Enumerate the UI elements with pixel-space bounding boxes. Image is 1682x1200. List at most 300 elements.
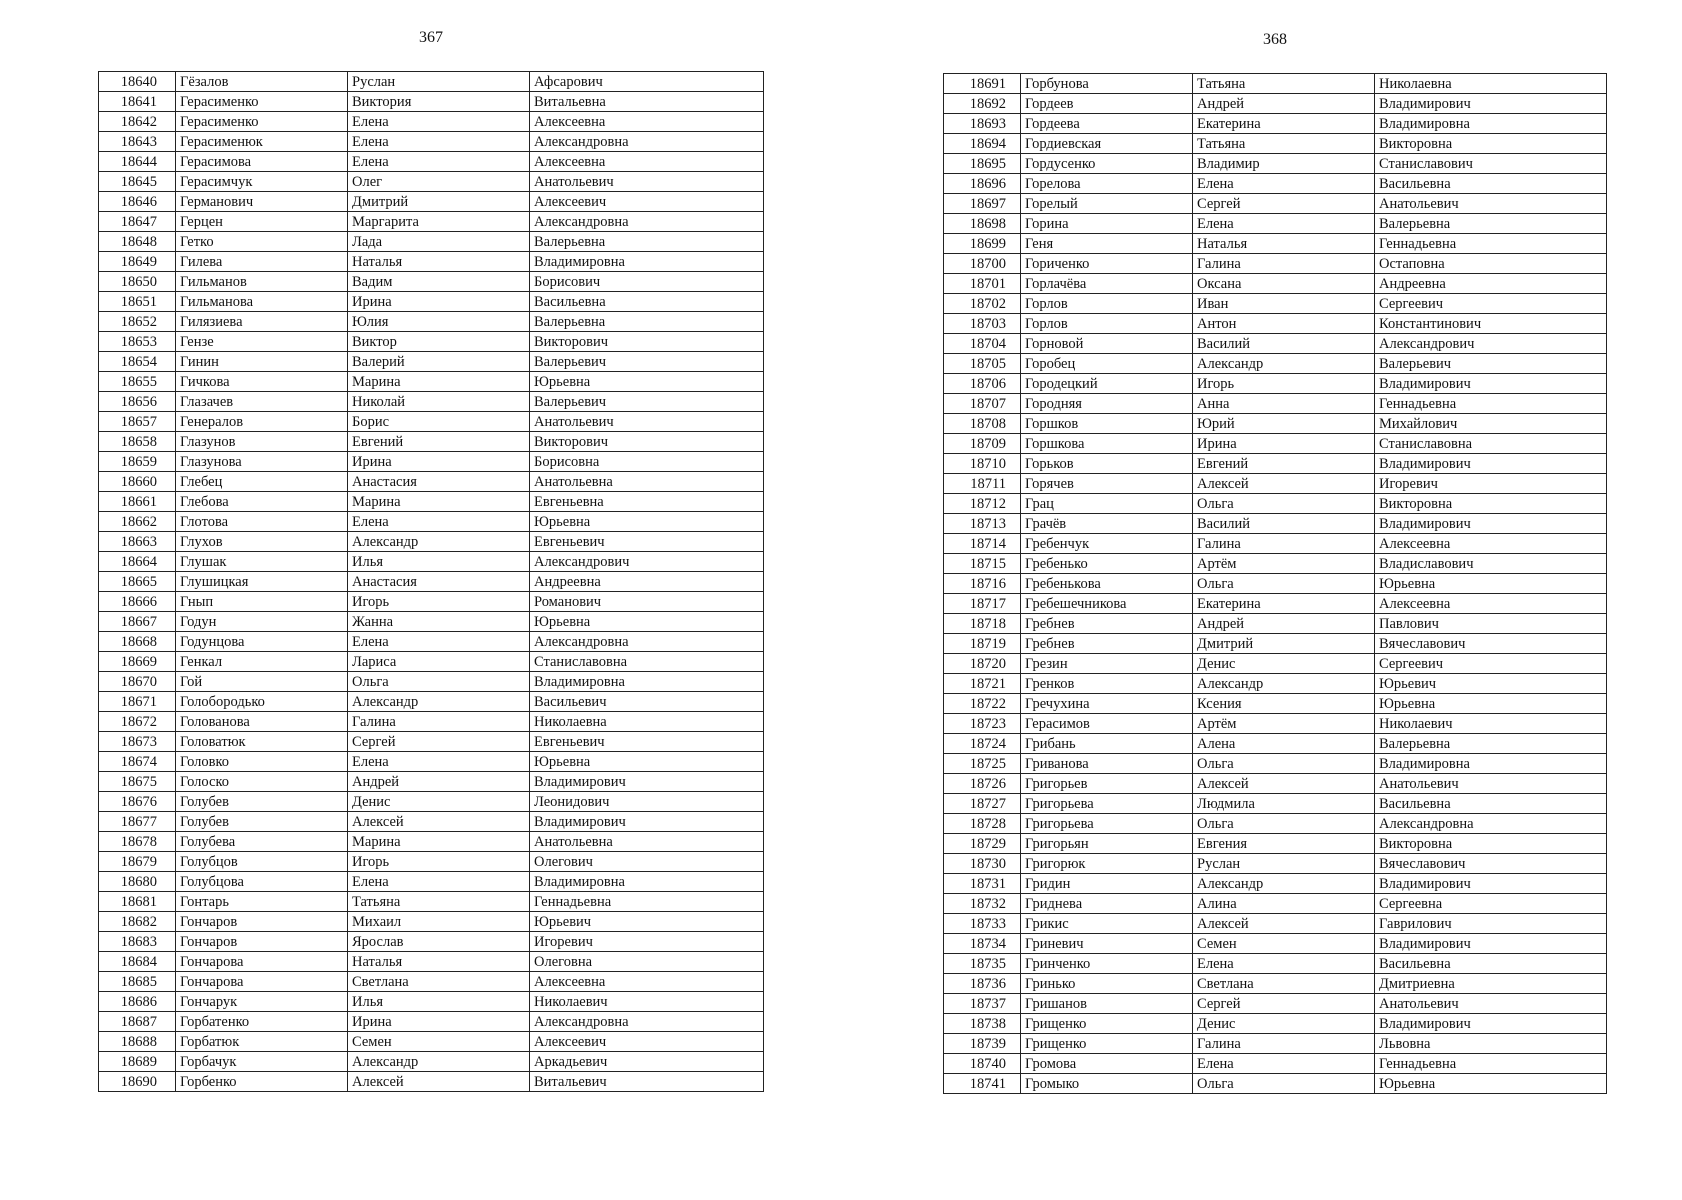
table-row (944, 794, 1607, 814)
last-name-cell: Гилева (176, 252, 348, 272)
table-row (944, 554, 1607, 574)
table-row (944, 934, 1607, 954)
first-name-cell: Людмила (1193, 794, 1375, 814)
first-name-cell: Марина (348, 372, 530, 392)
patronymic-cell: Анатольевич (530, 172, 764, 192)
last-name-cell: Гориченко (1021, 254, 1193, 274)
table-row (944, 154, 1607, 174)
patronymic-cell: Анатольевич (1375, 774, 1607, 794)
first-name-cell: Александр (1193, 874, 1375, 894)
first-name-cell: Александр (348, 692, 530, 712)
patronymic-cell: Станиславович (1375, 154, 1607, 174)
table-row (944, 654, 1607, 674)
first-name-cell: Алена (1193, 734, 1375, 754)
record-number-cell: 18738 (944, 1014, 1021, 1034)
last-name-cell: Гребешечникова (1021, 594, 1193, 614)
first-name-cell: Валерий (348, 352, 530, 372)
patronymic-cell: Павлович (1375, 614, 1607, 634)
patronymic-cell: Борисовна (530, 452, 764, 472)
table-row (99, 352, 764, 372)
patronymic-cell: Валерьевич (530, 352, 764, 372)
patronymic-cell: Игоревич (530, 932, 764, 952)
patronymic-cell: Анатольевич (1375, 994, 1607, 1014)
table-row (944, 1014, 1607, 1034)
patronymic-cell: Викторович (530, 432, 764, 452)
record-number-cell: 18670 (99, 672, 176, 692)
record-number-cell: 18693 (944, 114, 1021, 134)
patronymic-cell: Викторовна (1375, 494, 1607, 514)
table-row (944, 134, 1607, 154)
table-row (99, 572, 764, 592)
table-row (944, 514, 1607, 534)
record-number-cell: 18651 (99, 292, 176, 312)
record-number-cell: 18715 (944, 554, 1021, 574)
record-number-cell: 18718 (944, 614, 1021, 634)
record-number-cell: 18675 (99, 772, 176, 792)
last-name-cell: Глухов (176, 532, 348, 552)
first-name-cell: Ольга (348, 672, 530, 692)
record-number-cell: 18674 (99, 752, 176, 772)
first-name-cell: Маргарита (348, 212, 530, 232)
patronymic-cell: Валерьевич (1375, 354, 1607, 374)
table-row (944, 914, 1607, 934)
record-number-cell: 18663 (99, 532, 176, 552)
first-name-cell: Михаил (348, 912, 530, 932)
last-name-cell: Голубцова (176, 872, 348, 892)
last-name-cell: Горьков (1021, 454, 1193, 474)
patronymic-cell: Юрьевна (530, 612, 764, 632)
table-row (944, 874, 1607, 894)
last-name-cell: Гончарова (176, 972, 348, 992)
table-row (944, 94, 1607, 114)
record-number-cell: 18737 (944, 994, 1021, 1014)
table-row (99, 592, 764, 612)
patronymic-cell: Валерьевна (530, 232, 764, 252)
table-row (99, 932, 764, 952)
patronymic-cell: Евгеньевич (530, 532, 764, 552)
first-name-cell: Сергей (1193, 994, 1375, 1014)
table-row (99, 632, 764, 652)
record-number-cell: 18720 (944, 654, 1021, 674)
record-number-cell: 18727 (944, 794, 1021, 814)
first-name-cell: Алина (1193, 894, 1375, 914)
table-row (99, 272, 764, 292)
last-name-cell: Гончаров (176, 912, 348, 932)
record-number-cell: 18658 (99, 432, 176, 452)
first-name-cell: Екатерина (1193, 594, 1375, 614)
last-name-cell: Голубев (176, 792, 348, 812)
first-name-cell: Светлана (348, 972, 530, 992)
table-row (99, 472, 764, 492)
table-row (99, 72, 764, 92)
patronymic-cell: Александровна (530, 132, 764, 152)
record-number-cell: 18703 (944, 314, 1021, 334)
record-number-cell: 18707 (944, 394, 1021, 414)
first-name-cell: Антон (1193, 314, 1375, 334)
record-number-cell: 18721 (944, 674, 1021, 694)
first-name-cell: Алексей (1193, 474, 1375, 494)
table-row (99, 432, 764, 452)
table-row (99, 792, 764, 812)
last-name-cell: Гилязиева (176, 312, 348, 332)
record-number-cell: 18648 (99, 232, 176, 252)
patronymic-cell: Юрьевна (1375, 574, 1607, 594)
record-number-cell: 18661 (99, 492, 176, 512)
patronymic-cell: Владимировна (1375, 114, 1607, 134)
patronymic-cell: Владимирович (1375, 1014, 1607, 1034)
first-name-cell: Владимир (1193, 154, 1375, 174)
record-number-cell: 18676 (99, 792, 176, 812)
last-name-cell: Горбенко (176, 1072, 348, 1092)
table-row (99, 772, 764, 792)
table-row (99, 552, 764, 572)
last-name-cell: Годун (176, 612, 348, 632)
patronymic-cell: Владимирович (530, 812, 764, 832)
last-name-cell: Гёзалов (176, 72, 348, 92)
record-number-cell: 18734 (944, 934, 1021, 954)
record-number-cell: 18677 (99, 812, 176, 832)
first-name-cell: Анастасия (348, 572, 530, 592)
record-number-cell: 18694 (944, 134, 1021, 154)
record-number-cell: 18716 (944, 574, 1021, 594)
table-row (99, 732, 764, 752)
table-row (944, 454, 1607, 474)
first-name-cell: Олег (348, 172, 530, 192)
first-name-cell: Василий (1193, 514, 1375, 534)
patronymic-cell: Борисович (530, 272, 764, 292)
record-number-cell: 18702 (944, 294, 1021, 314)
table-row (99, 952, 764, 972)
first-name-cell: Денис (1193, 1014, 1375, 1034)
patronymic-cell: Юрьевна (530, 372, 764, 392)
last-name-cell: Генкал (176, 652, 348, 672)
record-number-cell: 18687 (99, 1012, 176, 1032)
first-name-cell: Семен (348, 1032, 530, 1052)
patronymic-cell: Алексеевич (530, 1032, 764, 1052)
last-name-cell: Грикис (1021, 914, 1193, 934)
record-number-cell: 18709 (944, 434, 1021, 454)
record-number-cell: 18679 (99, 852, 176, 872)
last-name-cell: Грищенко (1021, 1014, 1193, 1034)
first-name-cell: Сергей (1193, 194, 1375, 214)
last-name-cell: Гребнев (1021, 634, 1193, 654)
last-name-cell: Горшков (1021, 414, 1193, 434)
record-number-cell: 18741 (944, 1074, 1021, 1094)
record-number-cell: 18667 (99, 612, 176, 632)
patronymic-cell: Владимирович (1375, 94, 1607, 114)
record-number-cell: 18684 (99, 952, 176, 972)
patronymic-cell: Владимировна (530, 872, 764, 892)
first-name-cell: Анастасия (348, 472, 530, 492)
first-name-cell: Иван (1193, 294, 1375, 314)
last-name-cell: Горлов (1021, 294, 1193, 314)
patronymic-cell: Львовна (1375, 1034, 1607, 1054)
names-table-body (944, 74, 1607, 1094)
patronymic-cell: Васильевна (1375, 174, 1607, 194)
first-name-cell: Игорь (348, 592, 530, 612)
patronymic-cell: Владимировна (530, 672, 764, 692)
last-name-cell: Горелова (1021, 174, 1193, 194)
record-number-cell: 18695 (944, 154, 1021, 174)
first-name-cell: Марина (348, 492, 530, 512)
names-table-body (99, 72, 764, 1092)
last-name-cell: Гриневич (1021, 934, 1193, 954)
last-name-cell: Глушак (176, 552, 348, 572)
first-name-cell: Ольга (1193, 754, 1375, 774)
patronymic-cell: Андреевна (1375, 274, 1607, 294)
first-name-cell: Алексей (348, 812, 530, 832)
last-name-cell: Гребенькова (1021, 574, 1193, 594)
record-number-cell: 18723 (944, 714, 1021, 734)
patronymic-cell: Николаевна (1375, 74, 1607, 94)
last-name-cell: Григорюк (1021, 854, 1193, 874)
patronymic-cell: Владимирович (1375, 874, 1607, 894)
table-row (944, 974, 1607, 994)
first-name-cell: Галина (348, 712, 530, 732)
last-name-cell: Гречухина (1021, 694, 1193, 714)
patronymic-cell: Александровна (530, 212, 764, 232)
first-name-cell: Руслан (1193, 854, 1375, 874)
first-name-cell: Анна (1193, 394, 1375, 414)
table-row (944, 494, 1607, 514)
first-name-cell: Лариса (348, 652, 530, 672)
first-name-cell: Юлия (348, 312, 530, 332)
last-name-cell: Горелый (1021, 194, 1193, 214)
last-name-cell: Горлов (1021, 314, 1193, 334)
patronymic-cell: Владимировна (1375, 754, 1607, 774)
patronymic-cell: Геннадьевна (1375, 394, 1607, 414)
last-name-cell: Головко (176, 752, 348, 772)
record-number-cell: 18705 (944, 354, 1021, 374)
first-name-cell: Василий (1193, 334, 1375, 354)
first-name-cell: Алексей (1193, 774, 1375, 794)
patronymic-cell: Николаевна (530, 712, 764, 732)
patronymic-cell: Вячеславович (1375, 854, 1607, 874)
table-row (944, 434, 1607, 454)
last-name-cell: Генералов (176, 412, 348, 432)
first-name-cell: Александр (1193, 354, 1375, 374)
table-row (99, 492, 764, 512)
table-row (944, 394, 1607, 414)
first-name-cell: Елена (348, 632, 530, 652)
last-name-cell: Гриванова (1021, 754, 1193, 774)
table-row (944, 834, 1607, 854)
first-name-cell: Ольга (1193, 574, 1375, 594)
patronymic-cell: Алексеевна (530, 152, 764, 172)
first-name-cell: Ксения (1193, 694, 1375, 714)
table-row (99, 1072, 764, 1092)
record-number-cell: 18668 (99, 632, 176, 652)
last-name-cell: Герасимова (176, 152, 348, 172)
last-name-cell: Герасименко (176, 92, 348, 112)
first-name-cell: Семен (1193, 934, 1375, 954)
patronymic-cell: Юрьевна (530, 512, 764, 532)
last-name-cell: Горина (1021, 214, 1193, 234)
table-row (944, 234, 1607, 254)
last-name-cell: Гридин (1021, 874, 1193, 894)
patronymic-cell: Гаврилович (1375, 914, 1607, 934)
table-row (99, 92, 764, 112)
record-number-cell: 18669 (99, 652, 176, 672)
first-name-cell: Наталья (1193, 234, 1375, 254)
last-name-cell: Головатюк (176, 732, 348, 752)
table-row (99, 612, 764, 632)
record-number-cell: 18704 (944, 334, 1021, 354)
patronymic-cell: Вячеславович (1375, 634, 1607, 654)
last-name-cell: Горбачук (176, 1052, 348, 1072)
last-name-cell: Горбатюк (176, 1032, 348, 1052)
last-name-cell: Глебец (176, 472, 348, 492)
table-row (944, 994, 1607, 1014)
table-row (99, 1012, 764, 1032)
patronymic-cell: Олеговна (530, 952, 764, 972)
first-name-cell: Игорь (1193, 374, 1375, 394)
first-name-cell: Виктор (348, 332, 530, 352)
last-name-cell: Голубев (176, 812, 348, 832)
first-name-cell: Наталья (348, 952, 530, 972)
patronymic-cell: Владимирович (530, 772, 764, 792)
table-row (944, 214, 1607, 234)
first-name-cell: Елена (348, 152, 530, 172)
table-row (99, 252, 764, 272)
first-name-cell: Ирина (1193, 434, 1375, 454)
first-name-cell: Артём (1193, 554, 1375, 574)
first-name-cell: Ирина (348, 292, 530, 312)
patronymic-cell: Викторович (530, 332, 764, 352)
table-row (944, 574, 1607, 594)
patronymic-cell: Васильевна (530, 292, 764, 312)
last-name-cell: Глазунов (176, 432, 348, 452)
patronymic-cell: Юрьевич (530, 912, 764, 932)
patronymic-cell: Александровна (530, 632, 764, 652)
table-row (944, 474, 1607, 494)
last-name-cell: Гильманова (176, 292, 348, 312)
last-name-cell: Годунцова (176, 632, 348, 652)
page-number: 367 (419, 29, 443, 46)
record-number-cell: 18686 (99, 992, 176, 1012)
last-name-cell: Гнып (176, 592, 348, 612)
record-number-cell: 18650 (99, 272, 176, 292)
table-row (99, 172, 764, 192)
last-name-cell: Глотова (176, 512, 348, 532)
last-name-cell: Горячев (1021, 474, 1193, 494)
table-row (99, 212, 764, 232)
first-name-cell: Татьяна (1193, 134, 1375, 154)
first-name-cell: Сергей (348, 732, 530, 752)
last-name-cell: Городецкий (1021, 374, 1193, 394)
last-name-cell: Григорьева (1021, 814, 1193, 834)
patronymic-cell: Владимировна (530, 252, 764, 272)
table-row (99, 812, 764, 832)
table-row (99, 672, 764, 692)
patronymic-cell: Александровна (530, 1012, 764, 1032)
last-name-cell: Гребнев (1021, 614, 1193, 634)
last-name-cell: Глазачев (176, 392, 348, 412)
last-name-cell: Грац (1021, 494, 1193, 514)
patronymic-cell: Станиславовна (530, 652, 764, 672)
first-name-cell: Илья (348, 552, 530, 572)
table-row (99, 752, 764, 772)
table-row (944, 374, 1607, 394)
table-row (944, 894, 1607, 914)
first-name-cell: Евгений (1193, 454, 1375, 474)
record-number-cell: 18730 (944, 854, 1021, 874)
record-number-cell: 18732 (944, 894, 1021, 914)
record-number-cell: 18697 (944, 194, 1021, 214)
last-name-cell: Гончарова (176, 952, 348, 972)
patronymic-cell: Владимирович (1375, 374, 1607, 394)
record-number-cell: 18659 (99, 452, 176, 472)
patronymic-cell: Алексеевна (530, 972, 764, 992)
patronymic-cell: Афсарович (530, 72, 764, 92)
names-table (943, 73, 1607, 1094)
first-name-cell: Алексей (348, 1072, 530, 1092)
first-name-cell: Елена (348, 872, 530, 892)
last-name-cell: Гордусенко (1021, 154, 1193, 174)
patronymic-cell: Юрьевна (1375, 1074, 1607, 1094)
record-number-cell: 18665 (99, 572, 176, 592)
first-name-cell: Виктория (348, 92, 530, 112)
last-name-cell: Грачёв (1021, 514, 1193, 534)
patronymic-cell: Геннадьевна (530, 892, 764, 912)
record-number-cell: 18736 (944, 974, 1021, 994)
table-row (944, 1034, 1607, 1054)
patronymic-cell: Юрьевич (1375, 674, 1607, 694)
first-name-cell: Александр (348, 532, 530, 552)
table-row (99, 392, 764, 412)
page-left (98, 0, 764, 1200)
table-row (99, 512, 764, 532)
patronymic-cell: Васильевна (1375, 794, 1607, 814)
first-name-cell: Вадим (348, 272, 530, 292)
record-number-cell: 18678 (99, 832, 176, 852)
table-row (99, 892, 764, 912)
patronymic-cell: Анатольевич (1375, 194, 1607, 214)
patronymic-cell: Константинович (1375, 314, 1607, 334)
last-name-cell: Громова (1021, 1054, 1193, 1074)
table-row (944, 594, 1607, 614)
first-name-cell: Марина (348, 832, 530, 852)
last-name-cell: Гой (176, 672, 348, 692)
table-row (99, 292, 764, 312)
first-name-cell: Юрий (1193, 414, 1375, 434)
last-name-cell: Голоско (176, 772, 348, 792)
table-row (944, 274, 1607, 294)
record-number-cell: 18664 (99, 552, 176, 572)
last-name-cell: Гребенчук (1021, 534, 1193, 554)
first-name-cell: Андрей (348, 772, 530, 792)
record-number-cell: 18643 (99, 132, 176, 152)
record-number-cell: 18729 (944, 834, 1021, 854)
table-row (99, 1052, 764, 1072)
record-number-cell: 18671 (99, 692, 176, 712)
patronymic-cell: Романович (530, 592, 764, 612)
record-number-cell: 18641 (99, 92, 176, 112)
table-row (99, 712, 764, 732)
patronymic-cell: Геннадьевна (1375, 1054, 1607, 1074)
record-number-cell: 18657 (99, 412, 176, 432)
table-row (99, 112, 764, 132)
first-name-cell: Галина (1193, 254, 1375, 274)
record-number-cell: 18690 (99, 1072, 176, 1092)
table-row (99, 832, 764, 852)
first-name-cell: Светлана (1193, 974, 1375, 994)
record-number-cell: 18713 (944, 514, 1021, 534)
patronymic-cell: Васильевич (530, 692, 764, 712)
table-row (944, 194, 1607, 214)
patronymic-cell: Сергеевна (1375, 894, 1607, 914)
patronymic-cell: Алексеевич (530, 192, 764, 212)
